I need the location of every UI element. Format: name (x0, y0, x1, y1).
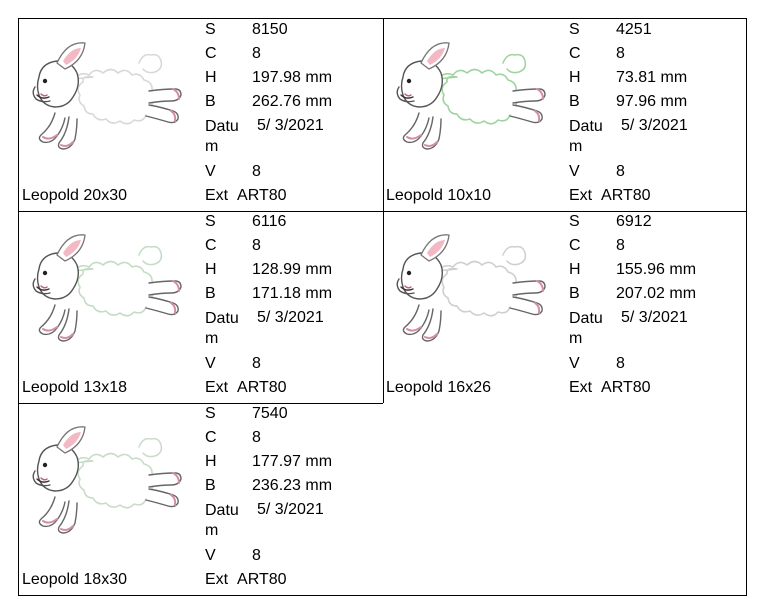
version-label: V (205, 163, 216, 180)
stitches-label: S (205, 213, 216, 230)
design-card[interactable] (383, 211, 747, 403)
stitches-value: 6912 (616, 213, 652, 230)
version-label: V (205, 355, 216, 372)
date-label (569, 309, 609, 349)
width-label: B (205, 285, 216, 302)
colors-label: C (205, 237, 217, 254)
colors-value: 8 (616, 45, 625, 62)
colors-value: 8 (252, 237, 261, 254)
colors-label: C (569, 45, 581, 62)
extension-label: Ext (205, 379, 229, 396)
design-name: Leopold 20x30 (22, 187, 127, 204)
extension-row (205, 571, 287, 591)
stitches-label: S (569, 213, 580, 230)
date-label-line-2: m (205, 522, 219, 539)
extension-row (205, 379, 287, 399)
date-label-line-1: Datu (205, 502, 239, 519)
height-label: H (205, 261, 217, 278)
design-card[interactable] (19, 403, 383, 595)
width-value: 207.02 mm (616, 285, 697, 302)
height-label: H (569, 69, 581, 86)
date-label-line-2: m (569, 330, 583, 347)
stitches-value: 4251 (616, 21, 652, 38)
stitches-value: 7540 (252, 405, 288, 422)
width-label: B (569, 93, 580, 110)
date-label-line-1: Datu (569, 118, 603, 135)
design-card[interactable] (19, 211, 383, 403)
height-value: 177.97 mm (252, 453, 333, 470)
date-label-line-2: m (205, 138, 219, 155)
version-label: V (205, 547, 216, 564)
design-thumbnail (21, 405, 201, 565)
design-thumbnail (21, 21, 201, 181)
extension-value: ART80 (237, 571, 287, 588)
date-value: 5/ 3/2021 (257, 117, 324, 134)
width-value: 262.76 mm (252, 93, 333, 110)
width-value: 97.96 mm (616, 93, 688, 110)
colors-label: C (205, 45, 217, 62)
version-label: V (569, 163, 580, 180)
width-value: 236.23 mm (252, 477, 333, 494)
version-value: 8 (616, 163, 625, 180)
stitches-label: S (569, 21, 580, 38)
design-thumbnail (385, 21, 565, 181)
date-value: 5/ 3/2021 (257, 309, 324, 326)
height-value: 197.98 mm (252, 69, 333, 86)
width-label: B (569, 285, 580, 302)
design-name: Leopold 10x10 (386, 187, 491, 204)
extension-label: Ext (205, 187, 229, 204)
width-label: B (205, 93, 216, 110)
design-catalog-grid (18, 18, 747, 596)
stitches-value: 6116 (252, 213, 287, 230)
stitches-label: S (205, 21, 216, 38)
design-name: Leopold 18x30 (22, 571, 127, 588)
extension-row (205, 187, 287, 207)
design-thumbnail (21, 213, 201, 373)
date-label-line-1: Datu (205, 118, 239, 135)
lamb-embroidery-icon (385, 21, 565, 181)
height-value: 73.81 mm (616, 69, 688, 86)
height-label: H (569, 261, 581, 278)
version-label: V (569, 355, 580, 372)
lamb-embroidery-icon (21, 213, 201, 373)
date-label-line-1: Datu (569, 310, 603, 327)
colors-value: 8 (252, 45, 261, 62)
date-value: 5/ 3/2021 (257, 501, 324, 518)
design-name: Leopold 13x18 (22, 379, 127, 396)
date-value: 5/ 3/2021 (621, 117, 688, 134)
extension-value: ART80 (237, 379, 287, 396)
design-card[interactable] (19, 19, 383, 211)
lamb-embroidery-icon (21, 405, 201, 565)
extension-value: ART80 (237, 187, 287, 204)
lamb-embroidery-icon (385, 213, 565, 373)
date-label-line-1: Datu (205, 310, 239, 327)
date-value: 5/ 3/2021 (621, 309, 688, 326)
extension-label: Ext (205, 571, 229, 588)
height-value: 155.96 mm (616, 261, 697, 278)
stitches-value: 8150 (252, 21, 288, 38)
version-value: 8 (252, 547, 261, 564)
width-label: B (205, 477, 216, 494)
height-value: 128.99 mm (252, 261, 333, 278)
extension-value: ART80 (601, 379, 651, 396)
extension-row (569, 379, 651, 399)
lamb-embroidery-icon (21, 21, 201, 181)
date-label (569, 117, 609, 157)
date-label (205, 117, 245, 157)
date-label (205, 309, 245, 349)
design-thumbnail (385, 213, 565, 373)
width-value: 171.18 mm (252, 285, 333, 302)
version-value: 8 (616, 355, 625, 372)
height-label: H (205, 69, 217, 86)
stitches-label: S (205, 405, 216, 422)
extension-label: Ext (569, 187, 593, 204)
date-label-line-2: m (569, 138, 583, 155)
colors-value: 8 (252, 429, 261, 446)
colors-label: C (569, 237, 581, 254)
date-label (205, 501, 245, 541)
design-card[interactable] (383, 19, 747, 211)
version-value: 8 (252, 163, 261, 180)
extension-row (569, 187, 651, 207)
date-label-line-2: m (205, 330, 219, 347)
colors-value: 8 (616, 237, 625, 254)
height-label: H (205, 453, 217, 470)
extension-value: ART80 (601, 187, 651, 204)
version-value: 8 (252, 355, 261, 372)
extension-label: Ext (569, 379, 593, 396)
colors-label: C (205, 429, 217, 446)
design-name: Leopold 16x26 (386, 379, 491, 396)
